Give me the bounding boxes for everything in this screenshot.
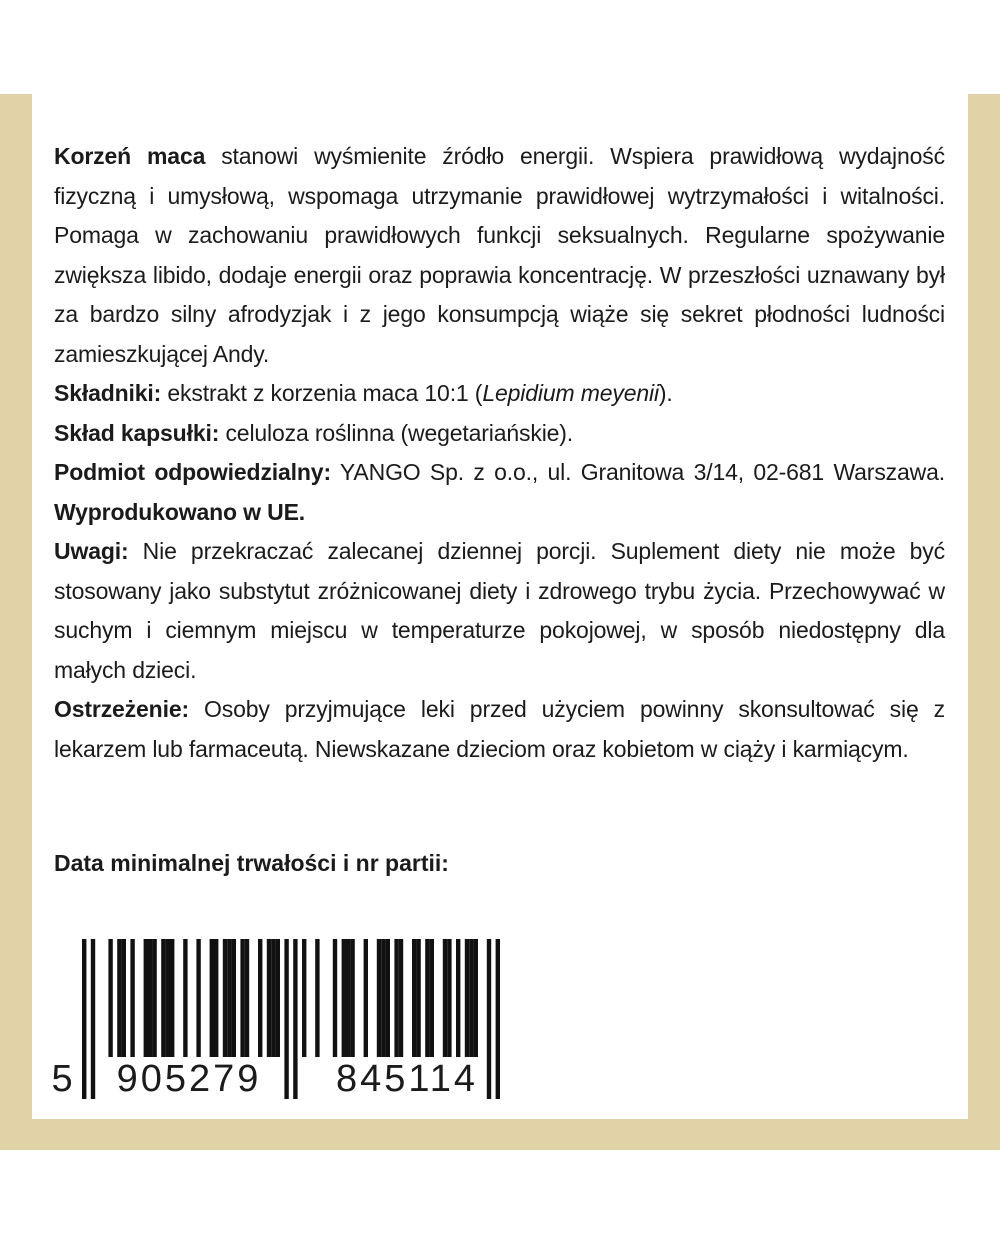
barcode-bar [425, 939, 429, 1057]
barcode-bar [144, 939, 148, 1057]
barcode-bar [183, 939, 187, 1057]
barcode-guard-bar [487, 939, 491, 1099]
barcode-bar [412, 939, 416, 1057]
barcode-bar [148, 939, 152, 1057]
barcode-bar [364, 939, 368, 1057]
notes-text: Nie przekraczać zalecanej dziennej porcji. Suplement diety nie może być stosowany jako substytut zróżnicowanej diety i zdrowego trybu życia. Przechowywać w suchym i ciemnym miejscu w temperaturze pokojowej, w sposób niedostępny dla małych dzieci. [54, 538, 945, 683]
barcode-bar [302, 939, 306, 1057]
barcode-left-digits: 905279 [116, 1058, 262, 1100]
barcode-bar [377, 939, 381, 1057]
barcode-bar [170, 939, 174, 1057]
product-description [54, 137, 945, 374]
barcode-guard-bar [293, 939, 297, 1099]
responsible-entity [54, 453, 945, 532]
barcode-guard-bar [82, 939, 86, 1099]
responsible-label: Podmiot odpowiedzialny: [54, 459, 331, 485]
barcode-right-digits: 845114 [336, 1058, 478, 1100]
ingredients-text-end: ). [658, 380, 673, 406]
barcode-bar [166, 939, 170, 1057]
barcode-bar [346, 939, 350, 1057]
batch-label: Data minimalnej trwałości i nr partii: [54, 850, 449, 876]
barcode-bar [258, 939, 262, 1057]
barcode-bar [276, 939, 280, 1057]
barcode-bar [152, 939, 156, 1057]
barcode-bar [430, 939, 434, 1057]
barcode-bar [350, 939, 354, 1057]
barcode-bar [469, 939, 473, 1057]
barcode-bar [122, 939, 126, 1057]
barcode-guard-bar [91, 939, 95, 1099]
product-name: Korzeń maca [54, 143, 206, 169]
barcode [51, 939, 524, 1100]
barcode-bar [447, 939, 451, 1057]
barcode-bar [315, 939, 319, 1057]
ingredients [54, 374, 945, 414]
product-description-text: stanowi wyśmienite źródło energii. Wspiera prawidłową wydajność fizyczną i umysłową, wspomaga utrzymanie prawidłowej wytrzymałości i witalności. Pomaga w zachowaniu prawidłowych funkcji seksualnych. Regularne spożywanie zwiększa libido, dodaje energii oraz poprawia koncentrację. W przeszłości uznawany był za bardzo silny afrodyzjak i z jego konsumpcją wiąże się sekret płodności ludności zamieszkującej Andy. [54, 143, 945, 367]
ingredients-label: Składniki: [54, 380, 162, 406]
barcode-bar [245, 939, 249, 1057]
barcode-bar [333, 939, 337, 1057]
warning-text: Osoby przyjmujące leki przed użyciem powinny skonsultować się z lekarzem lub farmaceutą. Niewskazane dzieciom oraz kobietom w ciąży i karmiącym. [54, 696, 945, 762]
barcode-bar [386, 939, 390, 1057]
barcode-bar [210, 939, 214, 1057]
capsule-label: Skład kapsułki: [54, 419, 220, 446]
responsible-text: YANGO Sp. z o.o., ul. Granitowa 3/14, 02-681 Warszawa. [330, 459, 945, 485]
barcode-guard-bar [496, 939, 500, 1099]
warning [54, 690, 945, 769]
barcode-bar [117, 939, 121, 1057]
ingredients-text: ekstrakt z korzenia maca 10:1 ( [161, 380, 483, 406]
barcode-bar [161, 939, 165, 1057]
barcode-bar [108, 939, 112, 1057]
barcode-bar [232, 939, 236, 1057]
notes [54, 532, 945, 690]
capsule-composition [54, 414, 945, 454]
barcode-bar [474, 939, 478, 1057]
barcode-bar [399, 939, 403, 1057]
barcode-first-digit: 5 [51, 1058, 73, 1100]
made-in-eu: Wyprodukowano w UE. [54, 498, 306, 525]
barcode-bar [381, 939, 385, 1057]
barcode-bar [214, 939, 218, 1057]
barcode-bar [267, 939, 271, 1057]
barcode-bar [130, 939, 134, 1057]
barcode-bar [416, 939, 420, 1057]
barcode-bar [196, 939, 200, 1057]
notes-label: Uwagi: [54, 538, 129, 564]
barcode-bar [456, 939, 460, 1057]
barcode-bar [443, 939, 447, 1057]
barcode-bar [227, 939, 231, 1057]
barcode-bar [223, 939, 227, 1057]
ingredients-latin-name: Lepidium meyenii [482, 380, 659, 406]
barcode-bar [271, 939, 275, 1057]
barcode-bar [240, 939, 244, 1057]
capsule-text: celuloza roślinna (wegetariańskie). [219, 419, 574, 446]
barcode-guard-bar [284, 939, 288, 1099]
warning-label: Ostrzeżenie: [54, 696, 189, 722]
barcode-bar [465, 939, 469, 1057]
barcode-bar [394, 939, 398, 1057]
barcode-bar [342, 939, 346, 1057]
label-text [54, 137, 945, 769]
